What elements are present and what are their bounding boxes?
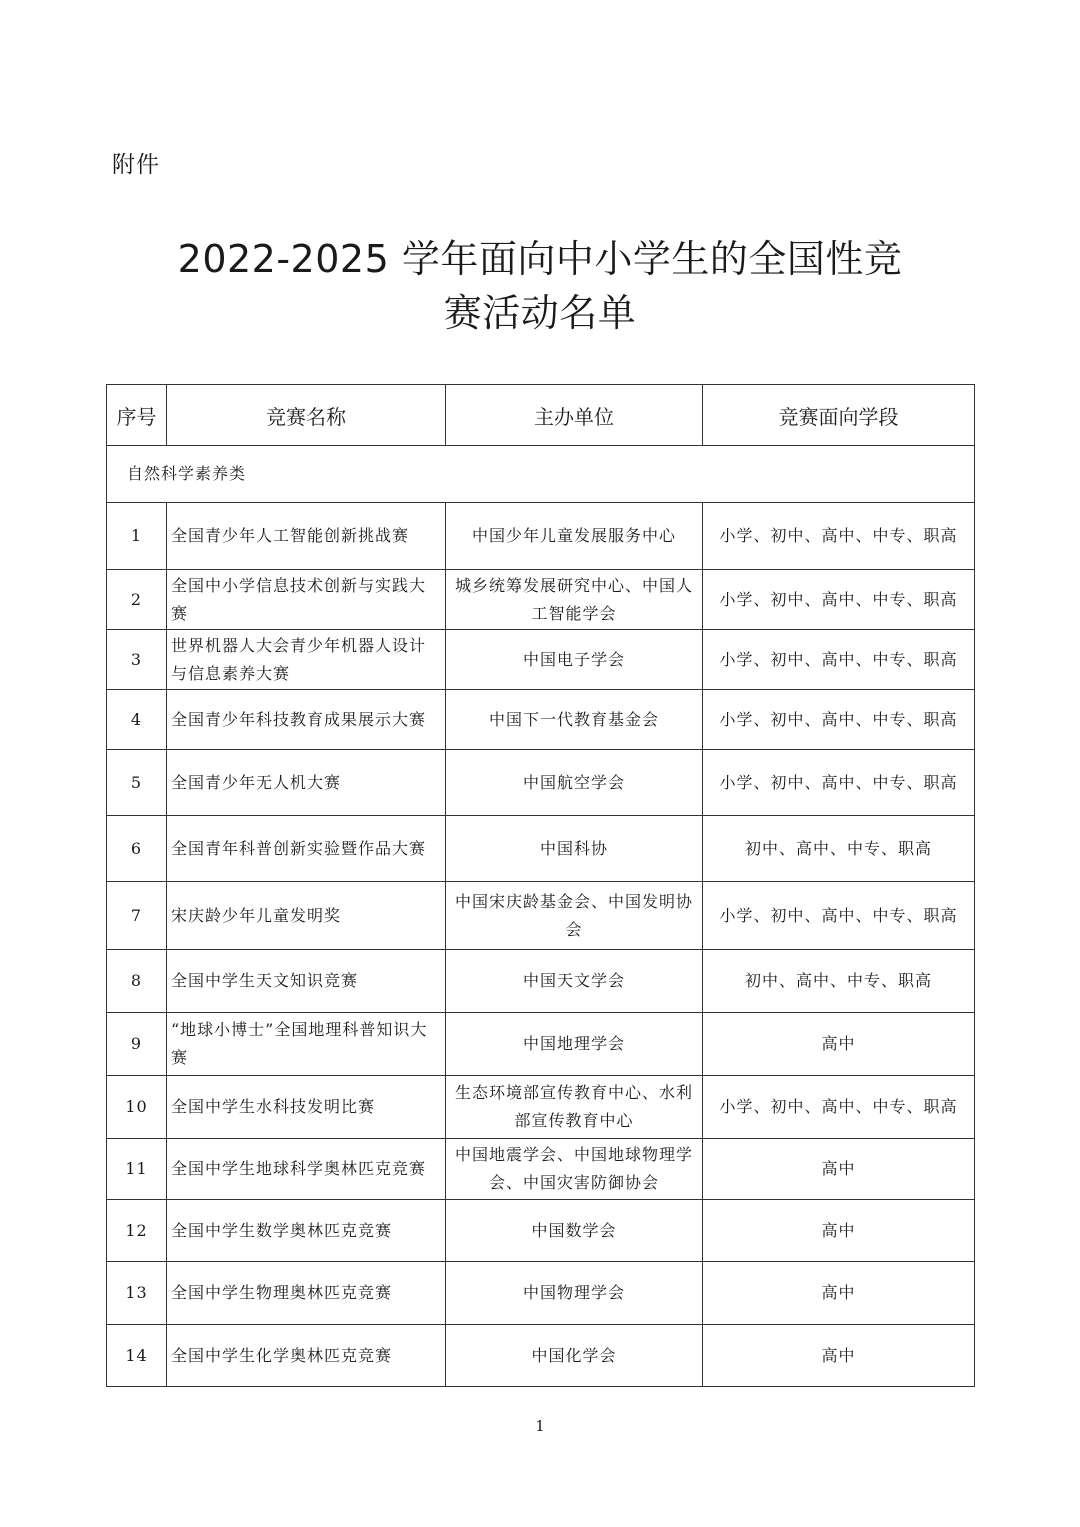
title-line-1: 2022-2025 学年面向中小学生的全国性竞 — [177, 237, 903, 281]
row-competition-name: 全国中学生数学奥林匹克竞赛 — [167, 1200, 446, 1262]
table-row — [107, 1200, 975, 1262]
row-organizer: 城乡统筹发展研究中心、中国人工智能学会 — [446, 570, 703, 630]
row-competition-name: 全国中学生化学奥林匹克竞赛 — [167, 1325, 446, 1387]
row-organizer: 中国物理学会 — [446, 1262, 703, 1325]
category-row — [107, 446, 975, 503]
row-organizer: 中国宋庆龄基金会、中国发明协会 — [446, 882, 703, 950]
table-row — [107, 750, 975, 816]
row-competition-name: 全国中学生物理奥林匹克竞赛 — [167, 1262, 446, 1325]
row-competition-name: 全国中学生天文知识竞赛 — [167, 950, 446, 1013]
row-no: 7 — [107, 882, 167, 950]
row-level: 小学、初中、高中、中专、职高 — [703, 1076, 975, 1139]
table-row — [107, 1076, 975, 1139]
row-no: 2 — [107, 570, 167, 630]
row-level: 高中 — [703, 1013, 975, 1076]
row-organizer: 中国少年儿童发展服务中心 — [446, 503, 703, 570]
row-no: 9 — [107, 1013, 167, 1076]
row-competition-name: 全国青少年无人机大赛 — [167, 750, 446, 816]
row-organizer: 中国天文学会 — [446, 950, 703, 1013]
row-competition-name: 全国青年科普创新实验暨作品大赛 — [167, 816, 446, 882]
row-level: 小学、初中、高中、中专、职高 — [703, 750, 975, 816]
title-line-2: 赛活动名单 — [443, 291, 637, 335]
table-row — [107, 503, 975, 570]
row-organizer: 中国航空学会 — [446, 750, 703, 816]
row-organizer: 中国地震学会、中国地球物理学会、中国灾害防御协会 — [446, 1139, 703, 1200]
row-competition-name: 全国青少年科技教育成果展示大赛 — [167, 690, 446, 750]
row-level: 小学、初中、高中、中专、职高 — [703, 690, 975, 750]
document-title — [0, 232, 1080, 340]
header-no: 序号 — [107, 385, 167, 446]
row-organizer: 生态环境部宣传教育中心、水利部宣传教育中心 — [446, 1076, 703, 1139]
row-level: 高中 — [703, 1262, 975, 1325]
table-row — [107, 950, 975, 1013]
table-row — [107, 816, 975, 882]
table-row — [107, 1325, 975, 1387]
category-label: 自然科学素养类 — [107, 446, 975, 503]
table-row — [107, 1013, 975, 1076]
table-row — [107, 570, 975, 630]
row-competition-name: 全国中学生水科技发明比赛 — [167, 1076, 446, 1139]
row-organizer: 中国电子学会 — [446, 630, 703, 690]
row-no: 6 — [107, 816, 167, 882]
row-level: 小学、初中、高中、中专、职高 — [703, 630, 975, 690]
row-no: 3 — [107, 630, 167, 690]
table-row — [107, 882, 975, 950]
header-level: 竞赛面向学段 — [703, 385, 975, 446]
row-no: 11 — [107, 1139, 167, 1200]
page-number: 1 — [535, 1417, 545, 1435]
row-level: 小学、初中、高中、中专、职高 — [703, 570, 975, 630]
row-no: 5 — [107, 750, 167, 816]
row-level: 初中、高中、中专、职高 — [703, 816, 975, 882]
row-no: 1 — [107, 503, 167, 570]
table-row — [107, 630, 975, 690]
row-competition-name: “地球小博士”全国地理科普知识大赛 — [167, 1013, 446, 1076]
table-header-row — [107, 385, 975, 446]
header-organizer: 主办单位 — [446, 385, 703, 446]
row-organizer: 中国地理学会 — [446, 1013, 703, 1076]
table-row — [107, 1262, 975, 1325]
row-competition-name: 全国中小学信息技术创新与实践大赛 — [167, 570, 446, 630]
attachment-label: 附件 — [112, 152, 160, 178]
row-competition-name: 世界机器人大会青少年机器人设计与信息素养大赛 — [167, 630, 446, 690]
row-no: 12 — [107, 1200, 167, 1262]
row-competition-name: 宋庆龄少年儿童发明奖 — [167, 882, 446, 950]
row-no: 10 — [107, 1076, 167, 1139]
row-no: 14 — [107, 1325, 167, 1387]
row-organizer: 中国科协 — [446, 816, 703, 882]
row-level: 高中 — [703, 1325, 975, 1387]
row-competition-name: 全国青少年人工智能创新挑战赛 — [167, 503, 446, 570]
row-organizer: 中国数学会 — [446, 1200, 703, 1262]
row-competition-name: 全国中学生地球科学奥林匹克竞赛 — [167, 1139, 446, 1200]
header-name: 竞赛名称 — [167, 385, 446, 446]
row-organizer: 中国化学会 — [446, 1325, 703, 1387]
row-level: 小学、初中、高中、中专、职高 — [703, 882, 975, 950]
row-level: 高中 — [703, 1200, 975, 1262]
row-organizer: 中国下一代教育基金会 — [446, 690, 703, 750]
row-level: 初中、高中、中专、职高 — [703, 950, 975, 1013]
row-no: 8 — [107, 950, 167, 1013]
row-no: 13 — [107, 1262, 167, 1325]
competition-table — [106, 384, 975, 1387]
table-row — [107, 690, 975, 750]
table-row — [107, 1139, 975, 1200]
row-no: 4 — [107, 690, 167, 750]
row-level: 小学、初中、高中、中专、职高 — [703, 503, 975, 570]
row-level: 高中 — [703, 1139, 975, 1200]
